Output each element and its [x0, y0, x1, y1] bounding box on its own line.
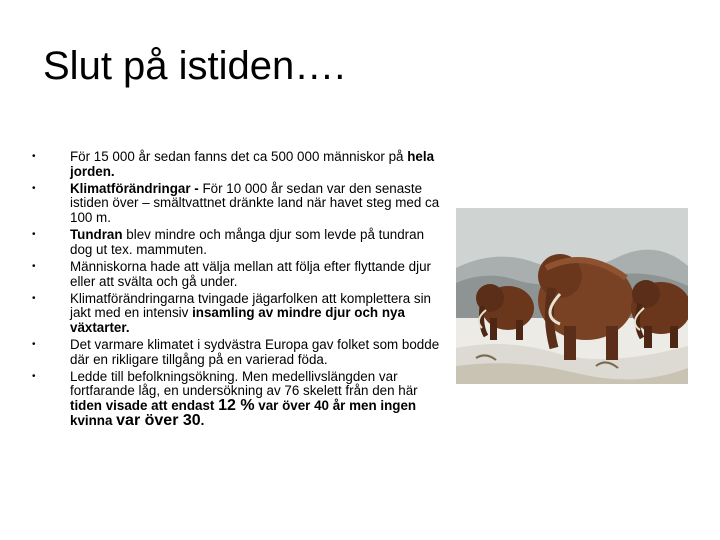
bullet-item [32, 260, 450, 289]
bullet-text: För 10 000 år sedan var den senaste istiden över – smältvattnet dränkte land när havet steg med ca 100 m. [70, 180, 440, 225]
bullet-text: blev mindre och många djur som levde på tundran dog ut tex. mammuten. [70, 227, 425, 257]
bullet-text: . [200, 412, 205, 428]
bullet-text: För 15 000 år sedan fanns det ca 500 000 människor på [70, 149, 408, 164]
bullet-item [32, 182, 450, 226]
woolly-mammoths-image [456, 208, 688, 384]
bullet-item [32, 338, 450, 367]
bullet-item [32, 150, 450, 179]
bullet-text: var över 40 år men ingen kvinna [70, 398, 417, 428]
bullet-text: tiden visade att endast [70, 398, 219, 414]
bullet-text: Klimatförändringarna tvingade jägarfolken att komplettera sin jakt med en intensiv [70, 290, 432, 321]
slide-title: Slut på istiden…. [43, 44, 346, 88]
bullet-text: hela jorden. [70, 149, 435, 179]
bullet-item [32, 370, 450, 428]
bullet-icon: • [32, 370, 36, 382]
bullet-text: 12 % [218, 397, 255, 415]
bullet-text: Tundran [70, 227, 123, 243]
bullet-text: var över 30 [116, 411, 201, 429]
bullet-icon: • [32, 339, 36, 351]
bullet-icon: • [32, 151, 36, 162]
bullet-text: Det varmare klimatet i sydvästra Europa gav folket som bodde där en rikligare tillgång på en varierad föda. [70, 337, 440, 367]
bullet-icon: • [32, 292, 36, 304]
mammoths-picture [456, 208, 688, 384]
bullet-text: Klimatförändringar - [70, 180, 203, 196]
bullet-icon: • [32, 182, 36, 194]
bullet-item [32, 228, 450, 257]
bullet-text: Människorna hade att välja mellan att följa efter flyttande djur eller att svälta och gå under. [70, 258, 432, 289]
bullet-text: insamling av mindre djur och nya växtarter. [70, 305, 405, 335]
bullet-item [32, 292, 450, 336]
bullet-icon: • [32, 260, 36, 272]
bullet-list [32, 150, 450, 431]
bullet-icon: • [32, 229, 36, 241]
bullet-text: Ledde till befolkningsökning. Men medellivslängden var fortfarande låg, en undersökning av 76 skelett från den här [70, 368, 418, 399]
